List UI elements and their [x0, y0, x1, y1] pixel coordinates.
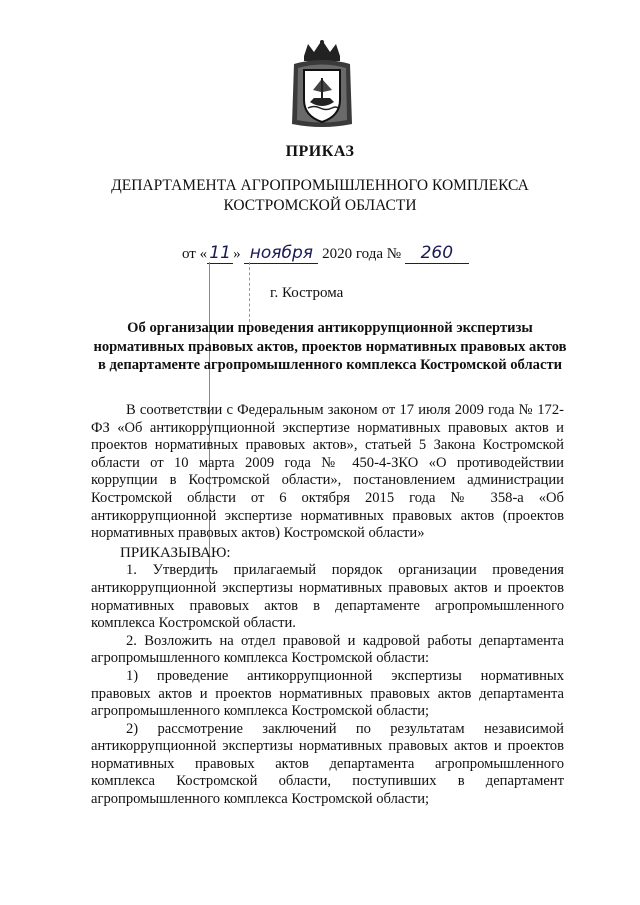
item-2-1: 1) проведение антикоррупционной экспертизы нормативных правовых актов и проектов нормативных правовых актов департамента агропромышленного комплекса Костромской области; — [91, 667, 564, 720]
order-body — [91, 402, 564, 809]
date-day: 11 — [207, 243, 233, 264]
order-title: Об организации проведения антикоррупционной экспертизы нормативных правовых актов, проектов нормативных правовых актов в департаменте агропромышленного комплекса Костромской области — [93, 320, 567, 373]
decree-word: ПРИКАЗЫВАЮ: — [120, 544, 231, 561]
department-name-line2: КОСТРОМСКОЙ ОБЛАСТИ — [223, 197, 417, 214]
item-1: 1. Утвердить прилагаемый порядок организации проведения антикоррупционной экспертизы нормативных правовых актов и проектов нормативных правовых актов в департаменте агропромышленного комплекса Костромской области. — [91, 562, 564, 632]
department-name-line1: ДЕПАРТАМЕНТА АГРОПРОМЫШЛЕННОГО КОМПЛЕКСА — [111, 177, 529, 194]
order-date-line — [182, 243, 469, 264]
coat-of-arms-icon — [290, 38, 354, 130]
date-prefix: от « — [182, 246, 208, 262]
date-mid: » — [233, 246, 241, 262]
scan-fold-line-dashed — [249, 262, 250, 322]
date-year: 2020 года № — [322, 246, 402, 262]
preamble-paragraph: В соответствии с Федеральным законом от 17 июля 2009 года № 172-ФЗ «Об антикоррупционной экспертизе нормативных правовых актов и проектов нормативных правовых актов», статьей 5 Закона Костромской области от 10 марта 2009 года № 450-4-ЗКО «О противодействии коррупции в Костромской области», постановлением администрации Костромской области от 6 октября 2015 года № 358-а «Об антикоррупционной экспертизе нормативных правовых актов (проектов нормативных правовых актов) Костромской области» — [91, 402, 564, 542]
order-number: 260 — [405, 243, 469, 264]
item-2-2: 2) рассмотрение заключений по результатам независимой антикоррупционной экспертизы нормативных правовых актов и проектов нормативных правовых актов департамента агропромышленного комплекса Костромской области, поступивших в департамент агропромышленного комплекса Костромской области; — [91, 720, 564, 808]
date-month: ноября — [244, 243, 318, 264]
document-type: ПРИКАЗ — [285, 143, 355, 160]
city: г. Кострома — [270, 285, 344, 301]
item-2: 2. Возложить на отдел правовой и кадровой работы департамента агропромышленного комплекса Костромской области: — [91, 632, 564, 667]
